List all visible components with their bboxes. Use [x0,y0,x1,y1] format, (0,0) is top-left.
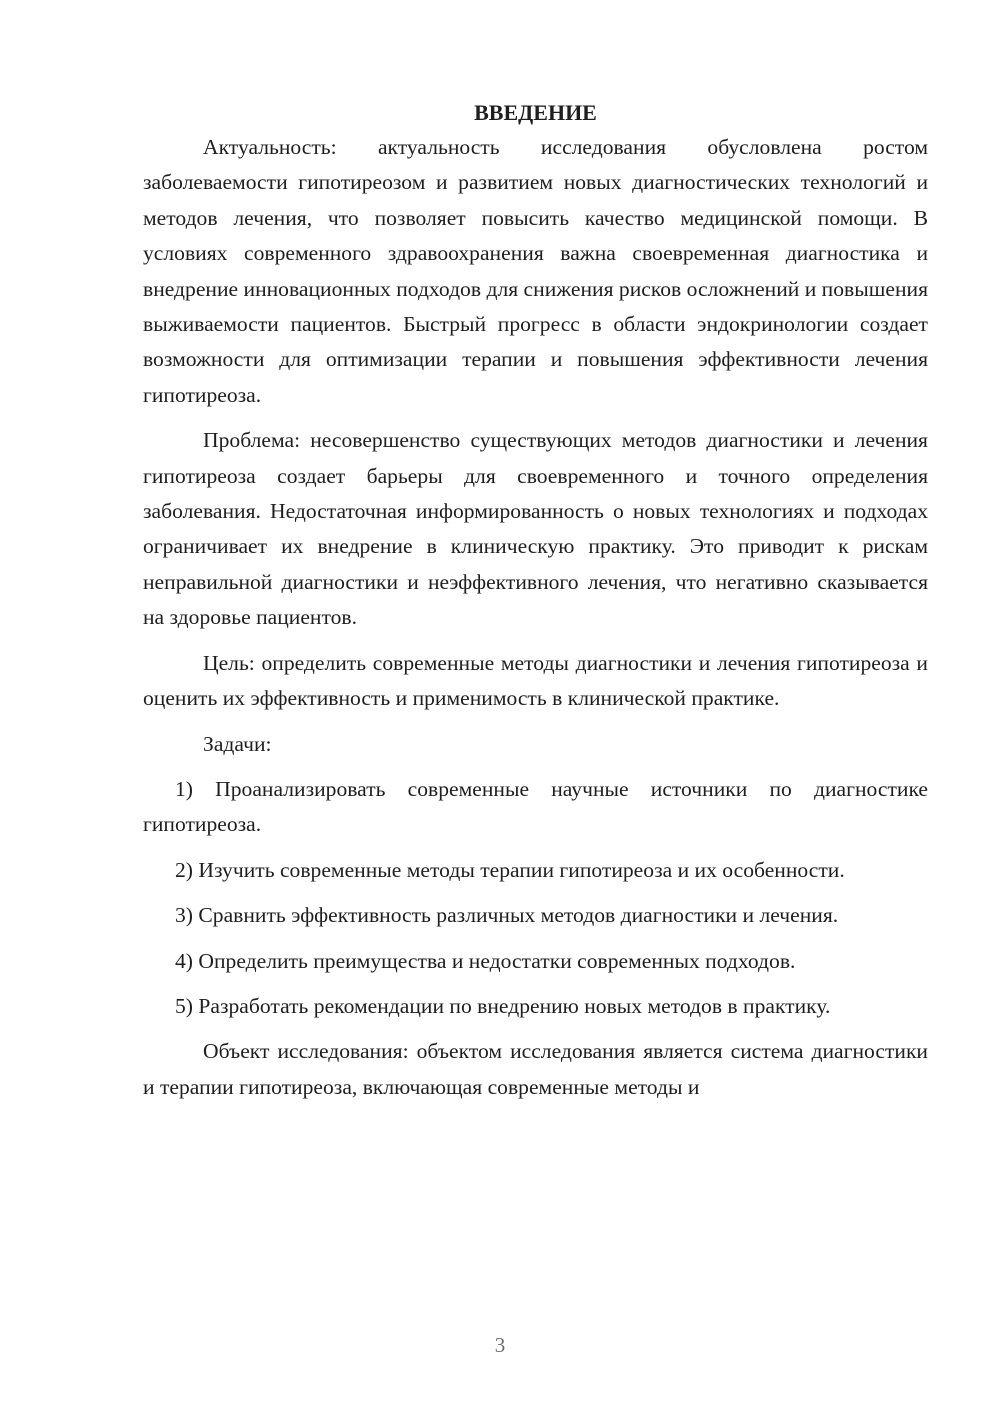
problem-paragraph: Проблема: несовершенство существующих методов диагностики и лечения гипотиреоза создает барьеры для своевременного и точного определения заболевания. Недостаточная информированность о новых технологиях и подходах ограничивает их внедрение в клиническую практику. Это приводит к рискам неправильной диагностики и неэффективного лечения, что негативно сказывается на здоровье пациентов. [143,428,928,630]
research-object-paragraph: Объект исследования: объектом исследования является система диагностики и терапии гипотиреоза, включающая современные методы и [143,1039,928,1099]
task-item-3: 3) Сравнить эффективность различных методов диагностики и лечения. [175,903,839,928]
task-item-4: 4) Определить преимущества и недостатки современных подходов. [175,948,796,973]
section-title: ВВЕДЕНИЕ [474,100,597,125]
page-content [143,95,928,1105]
task-item-2: 2) Изучить современные методы терапии гипотиреоза и их особенности. [175,857,845,882]
tasks-heading: Задачи: [203,731,272,756]
goal-paragraph: Цель: определить современные методы диагностики и лечения гипотиреоза и оценить их эффективность и применимость в клинической практике. [143,650,928,711]
relevance-paragraph: Актуальность: актуальность исследования обусловлена ростом заболеваемости гипотиреозом и развитием новых диагностических технологий и методов лечения, что позволяет повысить качество медицинской помощи. В условиях современного здравоохранения важна своевременная диагностика и внедрение инновационных подходов для снижения рисков осложнений и повышения выживаемости пациентов. Быстрый прогресс в области эндокринологии создает возможности для оптимизации терапии и повышения эффективности лечения гипотиреоза. [143,135,928,407]
task-item-5: 5) Разработать рекомендации по внедрению новых методов в практику. [175,993,831,1018]
task-item-1: 1) Проанализировать современные научные источники по диагностике гипотиреоза. [143,776,928,837]
page-number: 3 [494,1333,506,1357]
